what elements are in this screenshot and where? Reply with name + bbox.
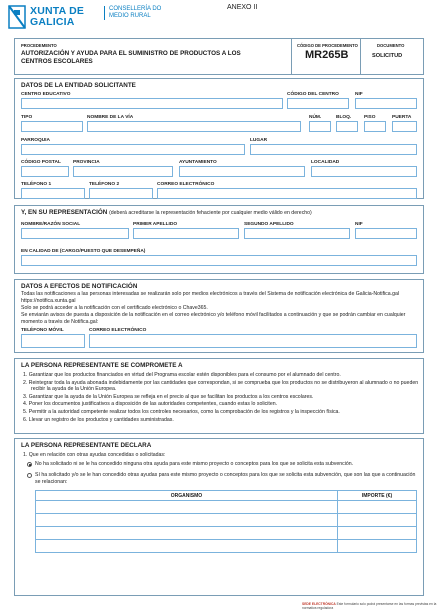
footer-text: Este formulario solo podrá presentarse en las formas previstas en la normativa reguladora: [302, 602, 437, 610]
puerta-field[interactable]: [392, 121, 417, 132]
declaration-title: LA PERSONA REPRESENTANTE DECLARA: [21, 442, 152, 449]
tipo-field[interactable]: [21, 121, 83, 132]
notif-correo-label: CORREO ELECTRÓNICO: [89, 328, 147, 333]
notification-p2: Solo se podrá acceder a la notificación con el certificado electrónico o Chave365.: [21, 305, 208, 311]
notification-section: [14, 279, 424, 353]
table-header-row: [36, 491, 417, 501]
apellido1-field[interactable]: [133, 228, 239, 239]
commitment-item: 2. Reintegrar toda la ayuda abonada indebidamente por las cantidades que correspondan, si se comprueba que los productos no se distribuyeron al alumnado o no pueden recibir la ayuda de la Unión Europea.: [23, 379, 419, 393]
procedure-code: MR265B: [305, 49, 349, 61]
commitment-item: 6. Llevar un registro de los productos y cantidades suministradas.: [23, 416, 174, 423]
piso-label: PISO: [364, 115, 376, 120]
ayuntamiento-field[interactable]: [179, 166, 305, 177]
commitment-item: 4. Poner los documentos justificativos a disposición de las autoridades competentes, cuando estas lo soliciten.: [23, 401, 278, 408]
commitment-item: 5. Permitir a la autoridad competente realizar todos los controles necesarios, como la comprobación de los registros y la inspección física.: [23, 408, 340, 415]
correo-field[interactable]: [157, 188, 417, 199]
cp-field[interactable]: [21, 166, 69, 177]
annex-label: ANEXO II: [227, 4, 258, 11]
apellido2-field[interactable]: [244, 228, 350, 239]
apellido1-label: PRIMER APELLIDO: [133, 222, 178, 227]
correo-label: CORREO ELECTRÓNICO: [157, 182, 215, 187]
provincia-label: PROVINCIA: [73, 160, 100, 165]
rep-nif-label: NIF: [355, 222, 363, 227]
table-row: [36, 527, 417, 540]
option-other-aid-label: Sí ha solicitado y/o se le han concedido otras ayudas para este mismo proyecto o conceptos para los que se solicita esta subvención, que son las que a continuación se relacionan:: [35, 472, 416, 485]
localidad-label: LOCALIDAD: [311, 160, 340, 165]
commitment-section: [14, 358, 424, 434]
notif-correo-field[interactable]: [89, 334, 417, 348]
tipo-label: TIPO: [21, 115, 33, 120]
option-no-aid-label: No ha solicitado ni se le ha concedido ninguna otra ayuda para este mismo proyecto o conceptos para los que se solicita esta subvención.: [35, 461, 354, 467]
cp-label: CÓDIGO POSTAL: [21, 160, 61, 165]
notification-p1: Todas las notificaciones a las personas interesadas se realizarán solo por medios electrónicos a través del Sistema de notificación electrónica de Galicia-Notifica.gal https://notifica.xunta.gal: [21, 291, 400, 304]
calidad-label: EN CALIDAD DE (CARGO/PUESTO QUE DESEMPEÑA): [21, 249, 146, 254]
representative-title-main: Y, EN SU REPRESENTACIÓN: [21, 209, 108, 216]
piso-field[interactable]: [364, 121, 386, 132]
option-no-aid[interactable]: [27, 461, 419, 468]
organismo-cell[interactable]: [36, 501, 338, 514]
representative-section: [14, 205, 424, 274]
nombre-via-field[interactable]: [87, 121, 301, 132]
tel1-field[interactable]: [21, 188, 85, 199]
document-type: SOLICITUD: [372, 53, 403, 59]
divider: [360, 39, 361, 74]
applicant-title: DATOS DE LA ENTIDAD SOLICITANTE: [21, 82, 136, 89]
organismo-cell[interactable]: [36, 514, 338, 527]
declaration-intro: 1. Que en relación con otras ayudas concedidas o solicitadas:: [23, 452, 166, 458]
calidad-field[interactable]: [21, 255, 417, 266]
bloq-field[interactable]: [336, 121, 358, 132]
logo-xunta-text: XUNTA DE GALICIA: [30, 5, 85, 28]
localidad-field[interactable]: [311, 166, 417, 177]
provincia-field[interactable]: [73, 166, 173, 177]
radio-icon[interactable]: [27, 473, 32, 478]
radio-selected-icon[interactable]: [27, 462, 32, 467]
rep-nif-field[interactable]: [355, 228, 417, 239]
table-row: [36, 501, 417, 514]
importe-cell[interactable]: [338, 527, 417, 540]
document-label: DOCUMENTO: [377, 43, 405, 48]
num-field[interactable]: [309, 121, 331, 132]
tel1-label: TELÉFONO 1: [21, 182, 52, 187]
tel2-field[interactable]: [89, 188, 153, 199]
importe-cell[interactable]: [338, 540, 417, 553]
puerta-label: PUERTA: [392, 115, 412, 120]
procedure-label: PROCEDEMENTO: [21, 43, 57, 48]
movil-field[interactable]: [21, 334, 85, 348]
xunta-shield-icon: [8, 5, 26, 29]
sede-brand: SEDE ELECTRÓNICA: [302, 602, 336, 606]
divider: [291, 39, 292, 74]
table-row: [36, 514, 417, 527]
page-header: [0, 0, 439, 36]
nif-label: NIF: [355, 92, 363, 97]
commitment-list: [23, 372, 419, 424]
nombre-label: NOMBRE/RAZÓN SOCIAL: [21, 222, 81, 227]
lugar-label: LUGAR: [250, 138, 268, 143]
logo-conselleria-text: CONSELLERÍA DO MEDIO RURAL: [104, 6, 164, 20]
parroquia-label: PARROQUIA: [21, 138, 50, 143]
importe-cell[interactable]: [338, 501, 417, 514]
movil-label: TELÉFONO MÓVIL: [21, 328, 64, 333]
ayuntamiento-label: AYUNTAMIENTO: [179, 160, 217, 165]
table-row: [36, 540, 417, 553]
xunta-logo: [8, 5, 162, 31]
parroquia-field[interactable]: [21, 144, 245, 155]
applicant-section: [14, 78, 424, 199]
declaration-section: [14, 438, 424, 596]
aid-table: [35, 490, 417, 553]
commitment-item: 3. Garantizar que la ayuda de la Unión Europea se refleja en el precio al que se facilitan los productos a los centros escolares.: [23, 393, 314, 400]
option-other-aid[interactable]: [27, 472, 419, 485]
nif-field[interactable]: [355, 98, 417, 109]
organismo-cell[interactable]: [36, 527, 338, 540]
notification-title: DATOS A EFECTOS DE NOTIFICACIÓN: [21, 283, 138, 290]
commitment-title: LA PERSONA REPRESENTANTE SE COMPROMETE A: [21, 362, 183, 369]
footer-note: [302, 602, 438, 610]
codigo-centro-label: CÓDIGO DEL CENTRO: [287, 92, 339, 97]
procedure-title: AUTORIZACIÓN Y AYUDA PARA EL SUMINISTRO DE PRODUCTOS A LOS CENTROS ESCOLARES: [21, 50, 241, 65]
apellido2-label: SEGUNDO APELLIDO: [244, 222, 294, 227]
centro-label: CENTRO EDUCATIVO: [21, 92, 71, 97]
representative-title: [21, 209, 312, 216]
nombre-via-label: NOMBRE DE LA VÍA: [87, 115, 134, 120]
organismo-header: ORGANISMO: [36, 491, 338, 501]
centro-field[interactable]: [21, 98, 283, 109]
procedure-code-label: CÓDIGO DE PROCEDEMENTO: [297, 43, 358, 48]
nombre-field[interactable]: [21, 228, 129, 239]
num-label: NÚM.: [309, 115, 322, 120]
importe-header: IMPORTE (€): [338, 491, 417, 501]
procedure-box: [14, 38, 424, 75]
lugar-field[interactable]: [250, 144, 417, 155]
representative-title-note: (deberá acreditarse la representación fehaciente por cualquier medio válido en derecho): [109, 210, 312, 216]
commitment-item: 1. Garantizar que los productos financiados en virtud del Programa escolar estén disponibles para el consumo por el alumnado del centro.: [23, 372, 341, 378]
codigo-centro-field[interactable]: [287, 98, 349, 109]
organismo-cell[interactable]: [36, 540, 338, 553]
importe-cell[interactable]: [338, 514, 417, 527]
bloq-label: BLOQ.: [336, 115, 352, 120]
tel2-label: TELÉFONO 2: [89, 182, 120, 187]
notification-p3: Se enviarán avisos de puesta a disposición de la notificación en el correo electrónico y/o teléfono móvil facilitados a continuación y que se podrán cambiar en cualquier momento a través de Notifica.gal:: [21, 312, 406, 325]
